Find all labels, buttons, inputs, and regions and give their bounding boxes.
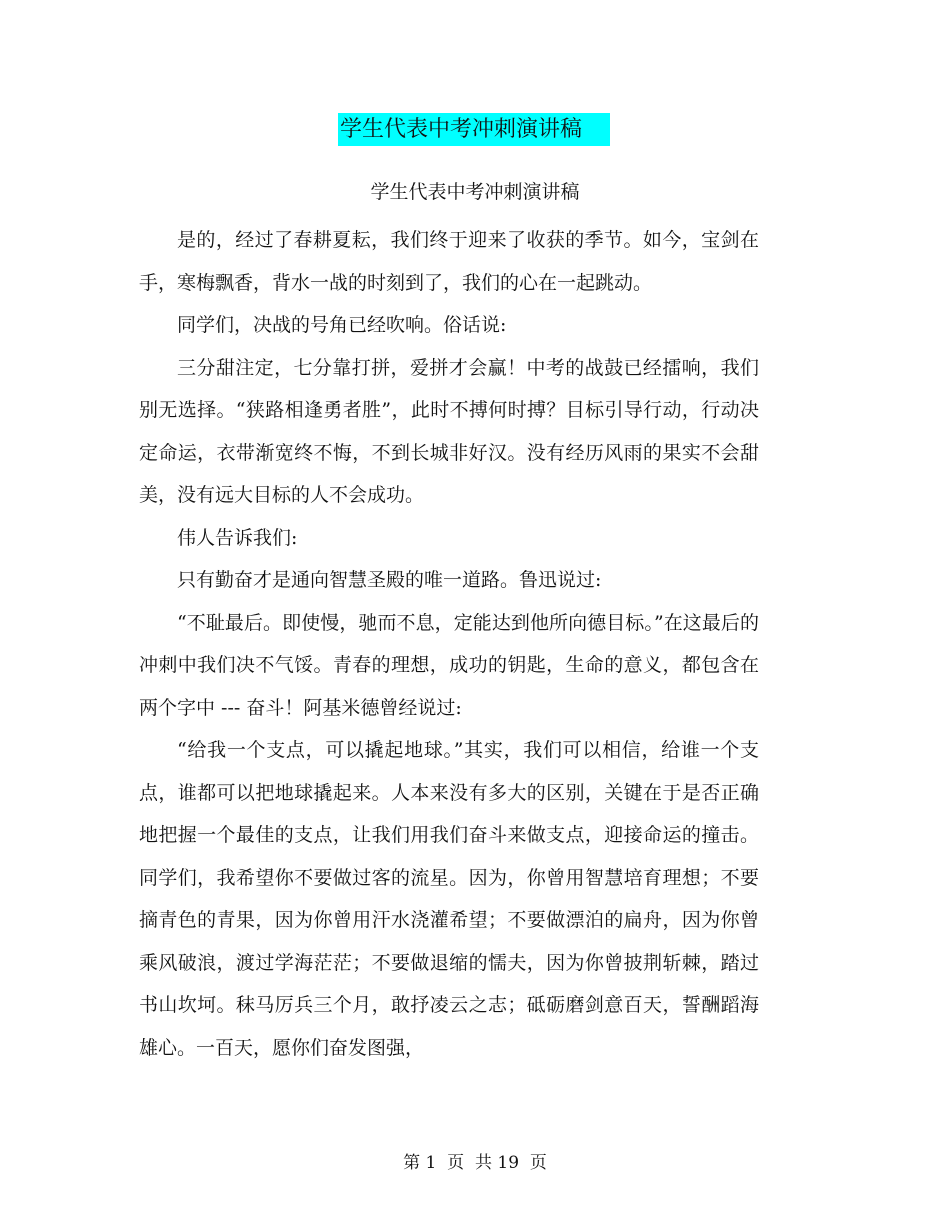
paragraph: 伟人告诉我们: <box>177 526 298 549</box>
paragraph: 同学们，决战的号角已经吹响。俗话说: <box>177 314 507 336</box>
document-title: 学生代表中考冲刺演讲稿 <box>338 113 610 146</box>
paragraph: “不耻最后。即使慢，驰而不息，定能达到他所向德目标。”在这最后的冲刺中我们决不气馁。青春的理想，成功的钥匙，生命的意义，都包含在两个字中 --- 奋斗！阿基米德曾经说过: <box>139 611 759 719</box>
paragraph: “给我一个支点，可以撬起地球。”其实，我们可以相信，给谁一个支点，谁都可以把地球撬起来。人本来没有多大的区别，关键在于是否正确地把握一个最佳的支点，让我们用我们奋斗来做支点，迎接命运的撞击。同学们，我希望你不要做过客的流星。因为，你曾用智慧培育理想；不要摘青色的青果，因为你曾用汗水浇灌希望；不要做漂泊的扁舟，因为你曾乘风破浪，渡过学海茫茫；不要做退缩的懦夫，因为你曾披荆斩棘，踏过书山坎坷。秣马厉兵三个月，敢抒凌云之志；砥砺磨剑意百天，誓酬蹈海雄心。一百天，愿你们奋发图强， <box>139 739 759 1059</box>
document-body <box>139 219 759 1069</box>
paragraph: 是的，经过了春耕夏耘，我们终于迎来了收获的季节。如今，宝剑在手，寒梅飘香，背水一战的时刻到了，我们的心在一起跳动。 <box>139 229 759 294</box>
document-subtitle: 学生代表中考冲刺演讲稿 <box>370 181 580 203</box>
page-number-footer: 第 1 页 共 19 页 <box>403 1153 547 1173</box>
paragraph: 三分甜注定，七分靠打拼，爱拼才会赢！中考的战鼓已经擂响，我们别无选择。“狭路相逢勇者胜”，此时不搏何时搏？目标引导行动，行动决定命运，衣带渐宽终不悔，不到长城非好汉。没有经历风雨的果实不会甜美，没有远大目标的人不会成功。 <box>139 356 759 506</box>
paragraph: 只有勤奋才是通向智慧圣殿的唯一道路。鲁迅说过: <box>177 569 602 591</box>
